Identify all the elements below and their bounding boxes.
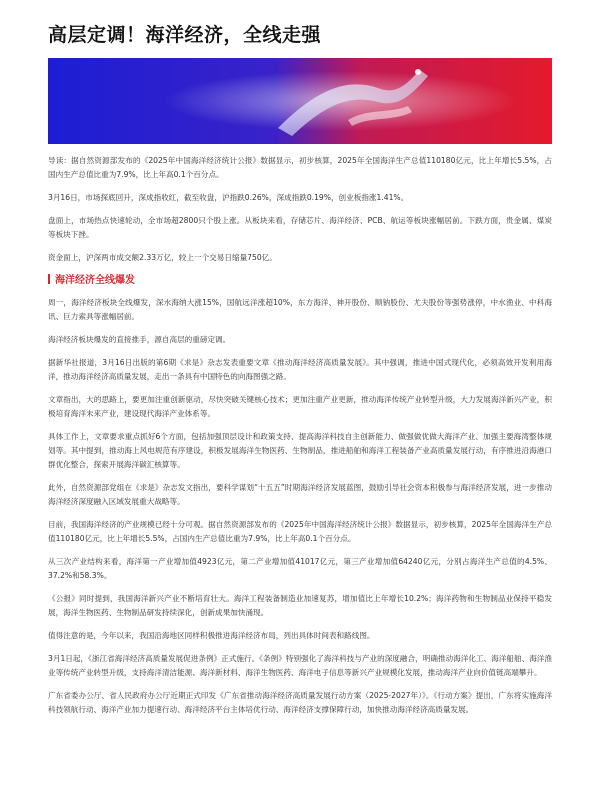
intro-paragraph: 导读：据自然资源部发布的《2025年中国海洋经济统计公报》数据显示，初步核算，2025年全国海洋生产总值110180亿元，比上年增长5.5%，占国内生产总值比重为7.9%，比上年高0.1个百分点。 xyxy=(48,156,552,179)
section-heading xyxy=(48,274,552,288)
intro-paragraph: 盘面上，市场热点快速轮动，全市场超2800只个股上涨。从板块来看，存储芯片、海洋经济、PCB、航运等板块涨幅居前。下跌方面，贵金属、煤炭等板块下挫。 xyxy=(48,216,552,239)
article-title: 高层定调！海洋经济，全线走强 xyxy=(48,24,322,46)
body-paragraph: 值得注意的是，今年以来，我国沿海地区同样积极推进海洋经济布局，列出具体时间表和路线图。 xyxy=(48,631,375,640)
body-paragraph: 具体工作上，文章要求重点抓好6个方面，包括加强顶层设计和政策支持、提高海洋科技自主创新能力、做强做优做大海洋产业、加强主要海湾整体规划等。其中提到，推动海上风电规范有序建设，积极发展海洋生物医药、生物制品，推进船舶和海洋工程装备产业高质量发展行动，有序推进沿海港口群优化整合，探索开展海洋碳汇核算等。 xyxy=(48,432,552,469)
body-paragraph: 《公报》同时提到，我国海洋新兴产业不断培育壮大。海洋工程装备制造业加速复苏，增加值比上年增长10.2%；海洋药物和生物制品业保持平稳发展，海洋生物医药、生物制品研发持续深化，创新成果加快涌现。 xyxy=(48,594,552,617)
section-heading-text: 海洋经济全线爆发 xyxy=(55,275,135,286)
body-paragraph: 目前，我国海洋经济的产业规模已经十分可观。据自然资源部发布的《2025年中国海洋经济统计公报》数据显示，初步核算，2025年全国海洋生产总值110180亿元，比上年增长5.5%，占国内生产总值比重为7.9%，比上年高0.1个百分点。 xyxy=(48,520,552,543)
body-paragraph: 据新华社报道，3月16日出版的第6期《求是》杂志发表重要文章《推动海洋经济高质量发展》。其中强调，推进中国式现代化，必须高效开发利用海洋，推动海洋经济高质量发展，走出一条具有中国特色的向海图强之路。 xyxy=(48,358,552,381)
body-paragraph: 广东省委办公厅、省人民政府办公厅近期正式印发《广东省推动海洋经济高质量发展行动方案（2025-2027年）》。《行动方案》提出，广东将实施海洋科技领航行动、海洋产业加力提速行动、海洋经济平台主体培优行动、海洋经济支撑保障行动，加快推动海洋经济高质量发展。 xyxy=(48,691,552,714)
banner-image xyxy=(48,58,552,144)
intro-paragraph: 资金面上，沪深两市成交额2.33万亿，较上一个交易日缩量750亿。 xyxy=(48,253,277,262)
body-paragraph: 文章指出，大的思路上，要更加注重创新驱动，尽快突破关键核心技术；更加注重产业更新，推动海洋传统产业转型升级，大力发展海洋新兴产业，积极培育海洋未来产业，建设现代海洋产业体系等。 xyxy=(48,395,552,418)
section-bar-icon xyxy=(48,274,50,284)
body-section xyxy=(48,296,552,717)
body-paragraph: 此外，自然资源部党组在《求是》杂志发文指出，要科学谋划“十五五”时期海洋经济发展蓝图，鼓励引导社会资本积极参与海洋经济发展，进一步推动海洋经济深度融入区域发展重大战略等。 xyxy=(48,483,552,506)
body-paragraph: 周一，海洋经济板块全线爆发，深水海纳大涨15%，国航远洋涨超10%，东方海洋、神开股份、顺钠股份、尤夫股份等强势涨停，中水渔业、中科海讯、巨力索具等涨幅居前。 xyxy=(48,298,552,321)
body-paragraph: 3月1日起，《浙江省海洋经济高质量发展促进条例》正式施行。《条例》特别强化了海洋科技与产业的深度融合，明确推动海洋化工、海洋船舶、海洋渔业等传统产业转型升级，支持海洋清洁能源、海洋新材料、海洋生物医药、海洋电子信息等新兴产业规模化发展，推动海洋产业向价值链高端攀升。 xyxy=(48,654,552,677)
intro-section xyxy=(48,154,552,265)
body-paragraph: 从三次产业结构来看，海洋第一产业增加值4923亿元，第二产业增加值41017亿元，第三产业增加值64240亿元，分别占海洋生产总值的4.5%、37.2%和58.3%。 xyxy=(48,557,552,580)
intro-paragraph: 3月16日，市场探底回升，深成指收红，截至收盘，沪指跌0.26%，深成指跌0.19%，创业板指涨1.41%。 xyxy=(48,193,409,202)
body-paragraph: 海洋经济板块爆发的直接推手，源自高层的重磅定调。 xyxy=(48,335,231,344)
